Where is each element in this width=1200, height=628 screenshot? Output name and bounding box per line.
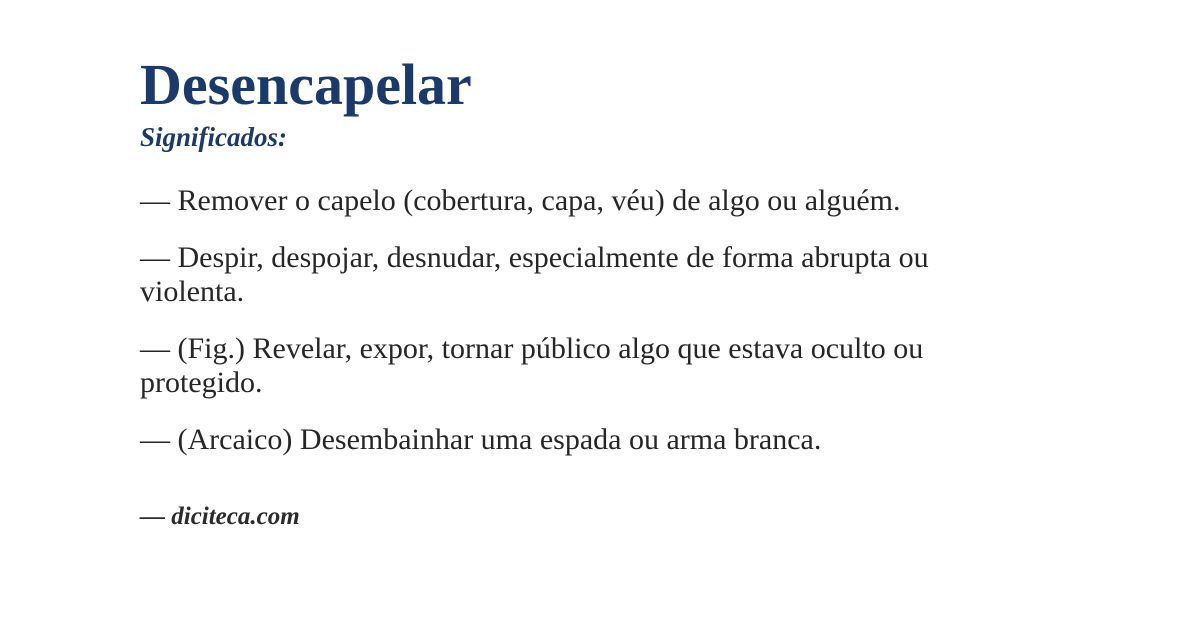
definition-list bbox=[140, 184, 1020, 457]
meaning-item: — Remover o capelo (cobertura, capa, véu) de algo ou alguém. bbox=[140, 184, 901, 218]
meaning-item: — Despir, despojar, desnudar, especialmente de forma abrupta ou violenta. bbox=[140, 240, 929, 309]
meaning-item: — (Arcaico) Desembainhar uma espada ou arma branca. bbox=[140, 422, 822, 456]
meaning-item: — (Fig.) Revelar, expor, tornar público algo que estava oculto ou protegido. bbox=[140, 331, 924, 400]
page-title: Desencapelar bbox=[140, 52, 472, 117]
subtitle-significados: Significados: bbox=[140, 121, 288, 152]
footer-attribution: — diciteca.com bbox=[140, 503, 300, 531]
